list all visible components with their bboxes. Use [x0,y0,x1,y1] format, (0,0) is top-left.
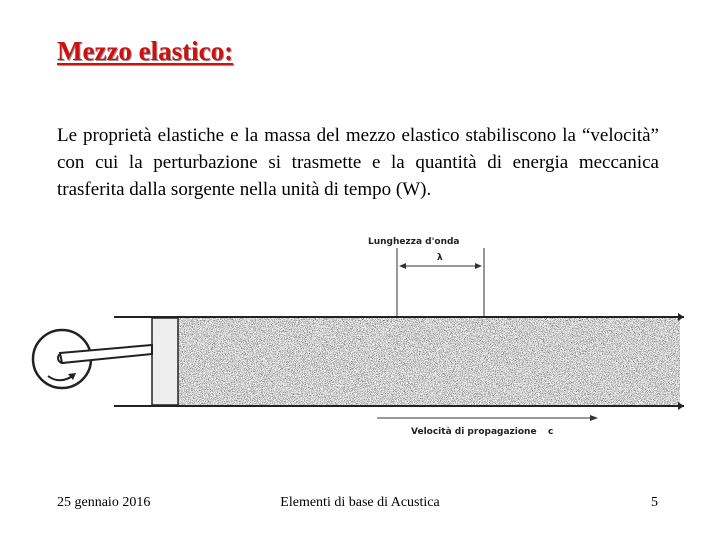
page-number: 5 [651,495,658,510]
lambda-symbol: λ [437,253,443,263]
wavelength-arrowhead-right [475,263,482,269]
tube-end-arrow-bottom [678,402,684,410]
footer-title: Elementi di base di Acustica [280,495,440,510]
tube-end-arrow-top [678,313,684,321]
slide-body-text: Le proprietà elastiche e la massa del mezzo elastico stabiliscono la “velocità” con cui la perturbazione si trasmette e la quantità di energia meccanica trasferita dalla sorgente nella unità di tempo (W). [57,125,659,200]
medium-tube-fill [152,316,680,406]
velocity-arrowhead [590,415,598,421]
slide-title: Mezzo elastico: [57,36,234,66]
wavelength-arrowhead-left [399,263,406,269]
wavelength-label: Lunghezza d'onda [368,237,460,247]
footer-date: 25 gennaio 2016 [57,495,151,510]
velocity-symbol: c [548,427,554,437]
wave-propagation-figure [0,222,720,452]
piston [152,318,178,405]
velocity-label: Velocità di propagazione [411,427,537,437]
